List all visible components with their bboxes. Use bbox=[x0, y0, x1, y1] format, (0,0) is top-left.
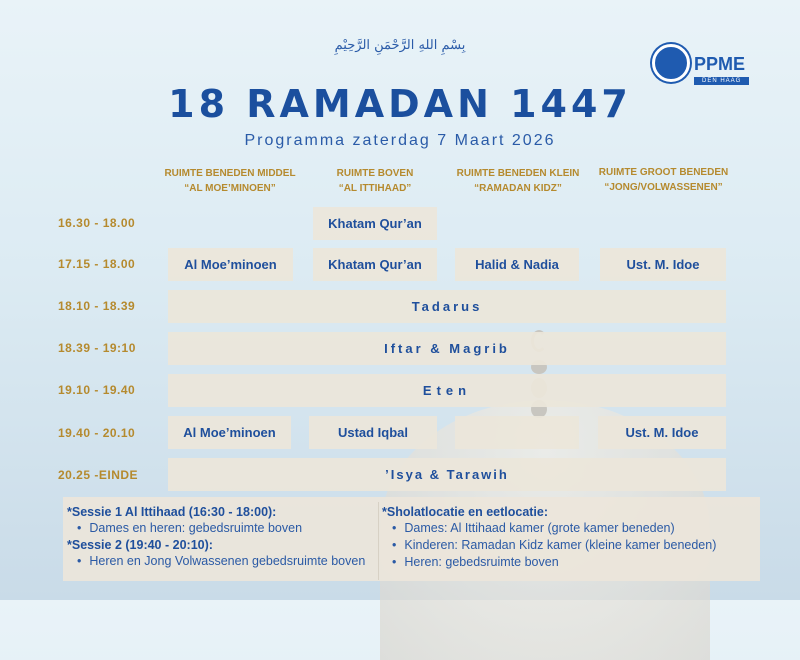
schedule-cell-empty bbox=[455, 416, 579, 449]
page-subtitle: Programma zaterdag 7 Maart 2026 bbox=[244, 132, 556, 149]
row-time: 18.10 - 18.39 bbox=[58, 299, 136, 313]
session-1-title: *Sessie 1 Al Ittihaad (16:30 - 18:00): bbox=[67, 505, 277, 519]
logo-subtitle: DEN HAAG bbox=[694, 77, 749, 85]
column-header-name: “AL MOE’MINOEN” bbox=[184, 183, 276, 194]
schedule-cell: Ustad Iqbal bbox=[309, 416, 437, 449]
logo-name: PPME bbox=[694, 54, 746, 74]
schedule-cell-wide: Tadarus bbox=[168, 290, 726, 323]
schedule-cell-wide: Iftar & Magrib bbox=[168, 332, 726, 365]
schedule-cell: Khatam Qur’an bbox=[313, 248, 437, 281]
schedule-cell-wide: Eten bbox=[168, 374, 726, 407]
schedule-cell: Ust. M. Idoe bbox=[598, 416, 726, 449]
schedule-cell: Halid & Nadia bbox=[455, 248, 579, 281]
schedule-cell: Khatam Qur’an bbox=[313, 207, 437, 240]
column-header-room: RUIMTE GROOT BENEDEN bbox=[598, 167, 729, 178]
list-item: • Kinderen: Ramadan Kidz kamer (kleine kamer beneden) bbox=[382, 537, 716, 554]
column-header-name: “JONG/VOLWASSENEN” bbox=[604, 182, 723, 193]
location-notes bbox=[382, 504, 716, 571]
page-title: 18 RAMADAN 1447 bbox=[168, 82, 632, 126]
list-item: • Dames en heren: gebedsruimte boven bbox=[67, 520, 365, 537]
list-item: • Heren: gebedsruimte boven bbox=[382, 554, 716, 571]
sessions-notes bbox=[67, 504, 365, 570]
column-header bbox=[158, 166, 302, 196]
bismillah-calligraphy: بِسْمِ اللهِ الرَّحْمَنِ الرَّحِيْمِ bbox=[334, 38, 466, 53]
column-header-name: “AL ITTIHAAD” bbox=[338, 183, 412, 194]
column-header bbox=[448, 166, 588, 196]
notes-panel bbox=[63, 497, 760, 581]
column-header-room: RUIMTE BENEDEN KLEIN bbox=[456, 168, 580, 179]
schedule-cell-wide: ’Isya & Tarawih bbox=[168, 458, 726, 491]
list-item: • Dames: Al Ittihaad kamer (grote kamer beneden) bbox=[382, 520, 716, 537]
schedule-cell: Ust. M. Idoe bbox=[600, 248, 726, 281]
column-header bbox=[591, 165, 736, 195]
divider bbox=[378, 502, 379, 580]
column-header-room: RUIMTE BOVEN bbox=[336, 168, 414, 179]
row-time: 19.10 - 19.40 bbox=[58, 383, 136, 397]
location-title: *Sholatlocatie en eetlocatie: bbox=[382, 505, 549, 519]
globe-icon bbox=[652, 44, 690, 82]
schedule-cell: Al Moe’minoen bbox=[168, 248, 293, 281]
row-time: 18.39 - 19:10 bbox=[58, 341, 136, 355]
schedule-cell: Al Moe’minoen bbox=[168, 416, 291, 449]
session-2-title: *Sessie 2 (19:40 - 20:10): bbox=[67, 538, 213, 552]
row-time: 16.30 - 18.00 bbox=[58, 216, 136, 230]
row-time: 20.25 -EINDE bbox=[58, 468, 139, 482]
column-header bbox=[305, 166, 445, 196]
row-time: 17.15 - 18.00 bbox=[58, 257, 136, 271]
column-header-room: RUIMTE BENEDEN MIDDEL bbox=[164, 168, 296, 179]
list-item: • Heren en Jong Volwassenen gebedsruimte boven bbox=[67, 553, 365, 570]
column-header-name: “RAMADAN KIDZ” bbox=[474, 183, 562, 194]
row-time: 19.40 - 20.10 bbox=[58, 426, 136, 440]
